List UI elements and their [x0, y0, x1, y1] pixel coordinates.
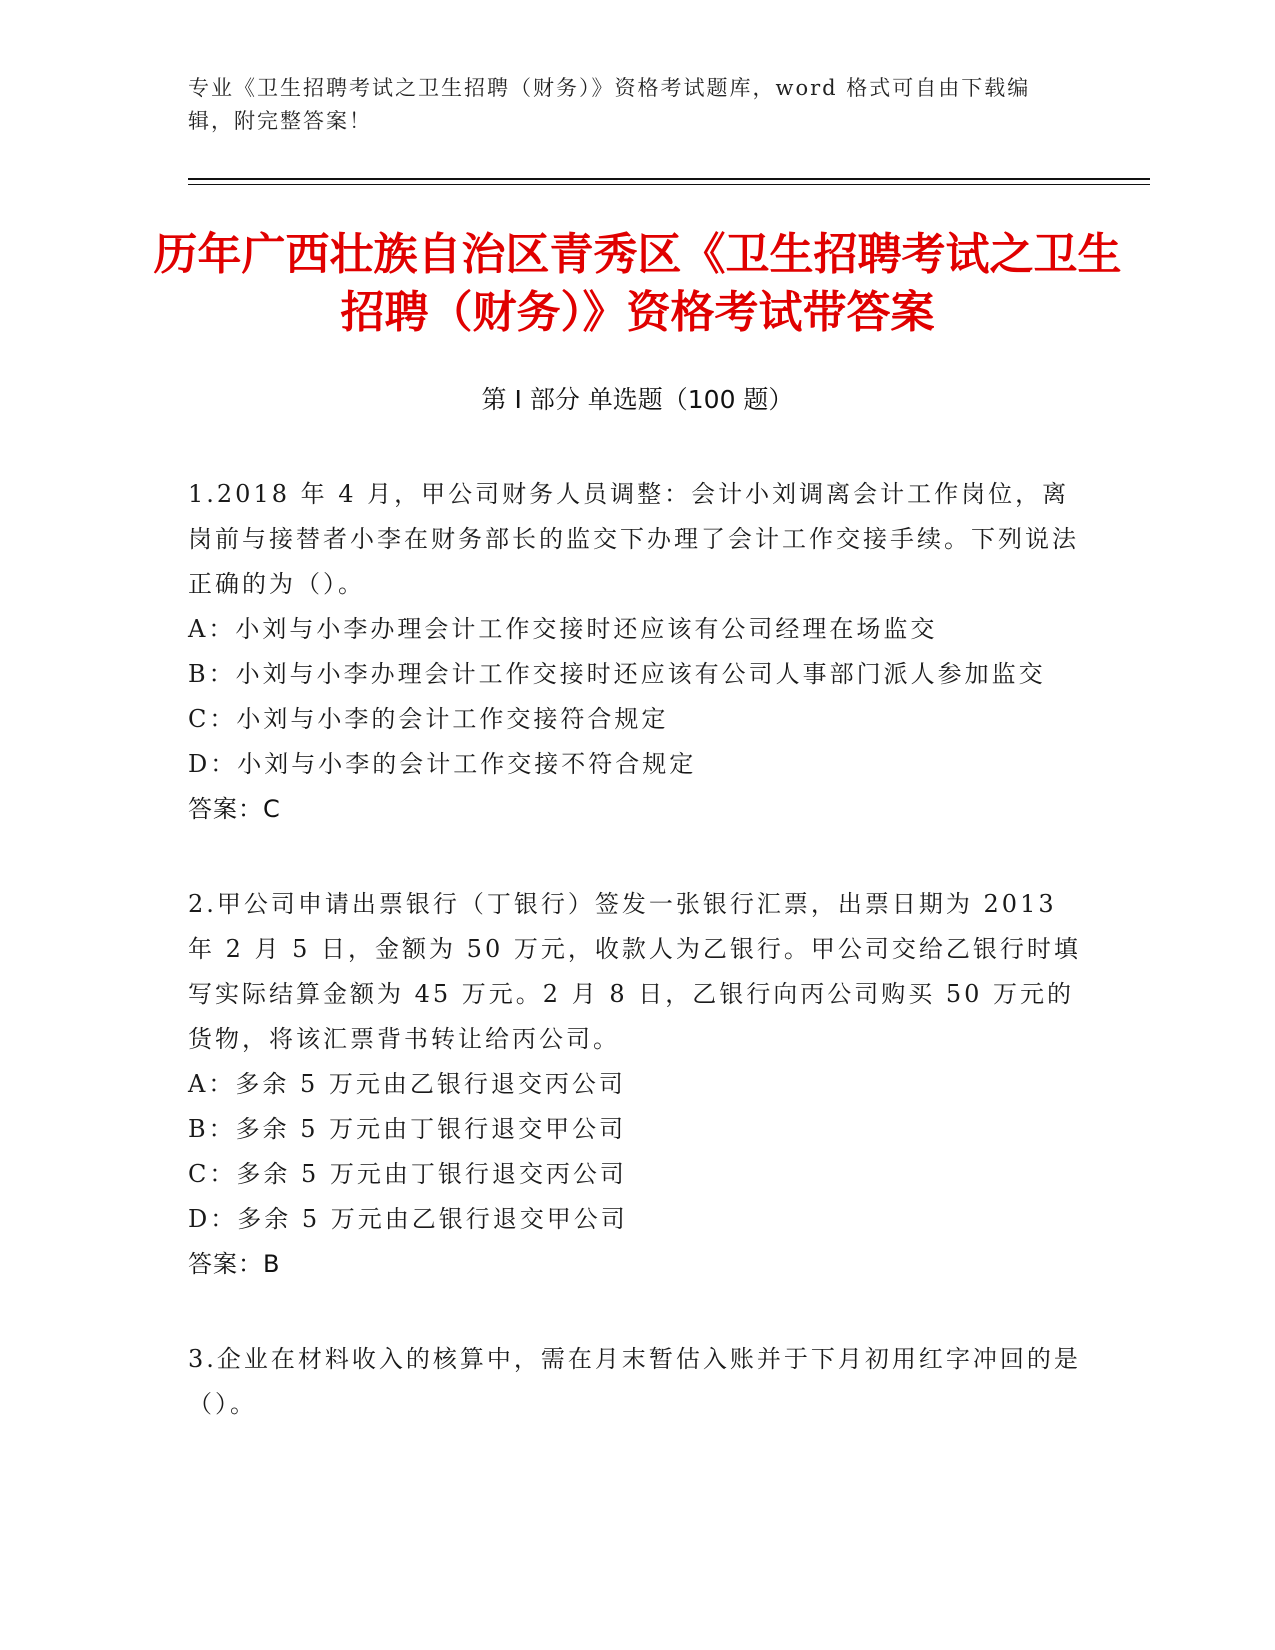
question-2 — [188, 882, 1088, 1287]
header-divider-thick — [188, 178, 1150, 180]
option-b: B：多余 5 万元由丁银行退交甲公司 — [188, 1115, 627, 1143]
section-heading: 第 I 部分 单选题（100 题） — [481, 385, 794, 414]
question-stem: 2.甲公司申请出票银行（丁银行）签发一张银行汇票，出票日期为 2013 年 2 月 5 日，金额为 50 万元，收款人为乙银行。甲公司交给乙银行时填写实际结算金额为 45 万元。2 月 8 日，乙银行向丙公司购买 50 万元的货物，将该汇票背书转让给丙公司。 — [188, 890, 1081, 1053]
question-list — [188, 472, 1088, 1477]
option-c: C：多余 5 万元由丁银行退交丙公司 — [188, 1160, 627, 1188]
option-d: D：小刘与小李的会计工作交接不符合规定 — [188, 750, 697, 778]
question-stem: 1.2018 年 4 月，甲公司财务人员调整：会计小刘调离会计工作岗位，离岗前与接替者小李在财务部长的监交下办理了会计工作交接手续。下列说法正确的为（）。 — [188, 480, 1079, 598]
answer-label: 答案：B — [188, 1250, 281, 1278]
answer-label: 答案：C — [188, 795, 281, 823]
question-3 — [188, 1337, 1088, 1427]
option-c: C：小刘与小李的会计工作交接符合规定 — [188, 705, 669, 733]
question-1 — [188, 472, 1088, 832]
option-a: A：多余 5 万元由乙银行退交丙公司 — [188, 1070, 626, 1098]
option-d: D：多余 5 万元由乙银行退交甲公司 — [188, 1205, 628, 1233]
document-title: 历年广西壮族自治区青秀区《卫生招聘考试之卫生招聘（财务）》资格考试带答案 — [153, 229, 1122, 338]
header-note: 专业《卫生招聘考试之卫生招聘（财务）》资格考试题库，word 格式可自由下载编辑，附完整答案！ — [188, 76, 1031, 133]
option-a: A：小刘与小李办理会计工作交接时还应该有公司经理在场监交 — [188, 615, 938, 643]
header-divider-thin — [188, 184, 1150, 185]
question-stem: 3.企业在材料收入的核算中，需在月末暂估入账并于下月初用红字冲回的是（）。 — [188, 1345, 1081, 1418]
option-b: B：小刘与小李办理会计工作交接时还应该有公司人事部门派人参加监交 — [188, 660, 1046, 688]
